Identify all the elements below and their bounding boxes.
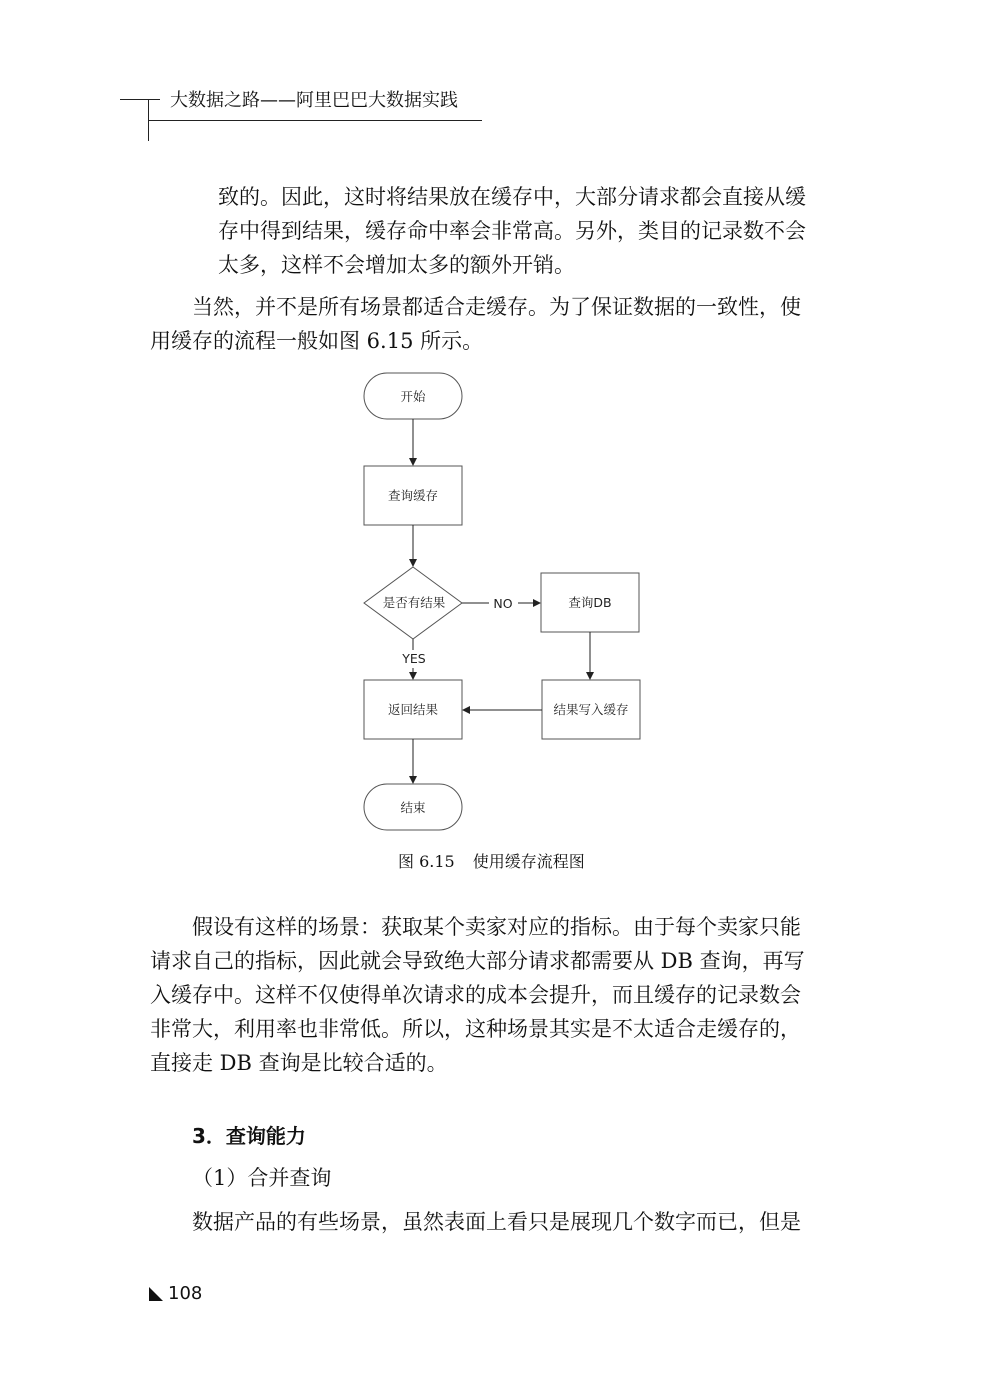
header-underline [148,120,482,121]
paragraph-line: 存中得到结果，缓存命中率会非常高。另外，类目的记录数不会 [218,219,806,243]
section-heading: 3．查询能力 [192,1124,306,1148]
query-db-label: 查询DB [568,595,612,610]
decision-label: 是否有结果 [382,595,446,610]
figure-number: 图 6.15 [398,852,455,871]
query-cache-label: 查询缓存 [387,488,439,503]
figure-title: 使用缓存流程图 [472,852,585,871]
paragraph-line: 致的。因此，这时将结果放在缓存中，大部分请求都会直接从缓 [218,185,806,209]
header-rule [120,99,160,100]
paragraph-line: 假设有这样的场景：获取某个卖家对应的指标。由于每个卖家只能 [192,915,801,939]
paragraph-line: 当然，并不是所有场景都适合走缓存。为了保证数据的一致性，使 [192,295,801,319]
page-number: 108 [168,1283,203,1304]
end-label: 结束 [400,800,426,815]
cache-flowchart [355,365,655,845]
paragraph-line: 非常大，利用率也非常低。所以，这种场景其实是不太适合走缓存的， [150,1017,801,1041]
paragraph-line: 数据产品的有些场景，虽然表面上看只是展现几个数字而已，但是 [192,1210,801,1234]
paragraph-line: 入缓存中。这样不仅使得单次请求的成本会提升，而且缓存的记录数会 [150,983,801,1007]
yes-label: YES [402,651,426,666]
figure-caption [398,849,585,872]
subsection-heading: （1）合并查询 [192,1166,332,1190]
no-label: NO [493,596,513,611]
write-cache-label: 结果写入缓存 [553,702,629,717]
return-result-label: 返回结果 [387,702,439,717]
paragraph-line: 请求自己的指标，因此就会导致绝大部分请求都需要从 DB 查询，再写 [150,949,805,973]
page-corner-mark [149,1287,163,1301]
start-label: 开始 [400,389,426,404]
paragraph-line: 太多，这样不会增加太多的额外开销。 [218,253,575,277]
paragraph-line: 用缓存的流程一般如图 6.15 所示。 [150,329,484,353]
running-header-title: 大数据之路——阿里巴巴大数据实践 [170,90,458,111]
paragraph-line: 直接走 DB 查询是比较合适的。 [150,1051,448,1075]
